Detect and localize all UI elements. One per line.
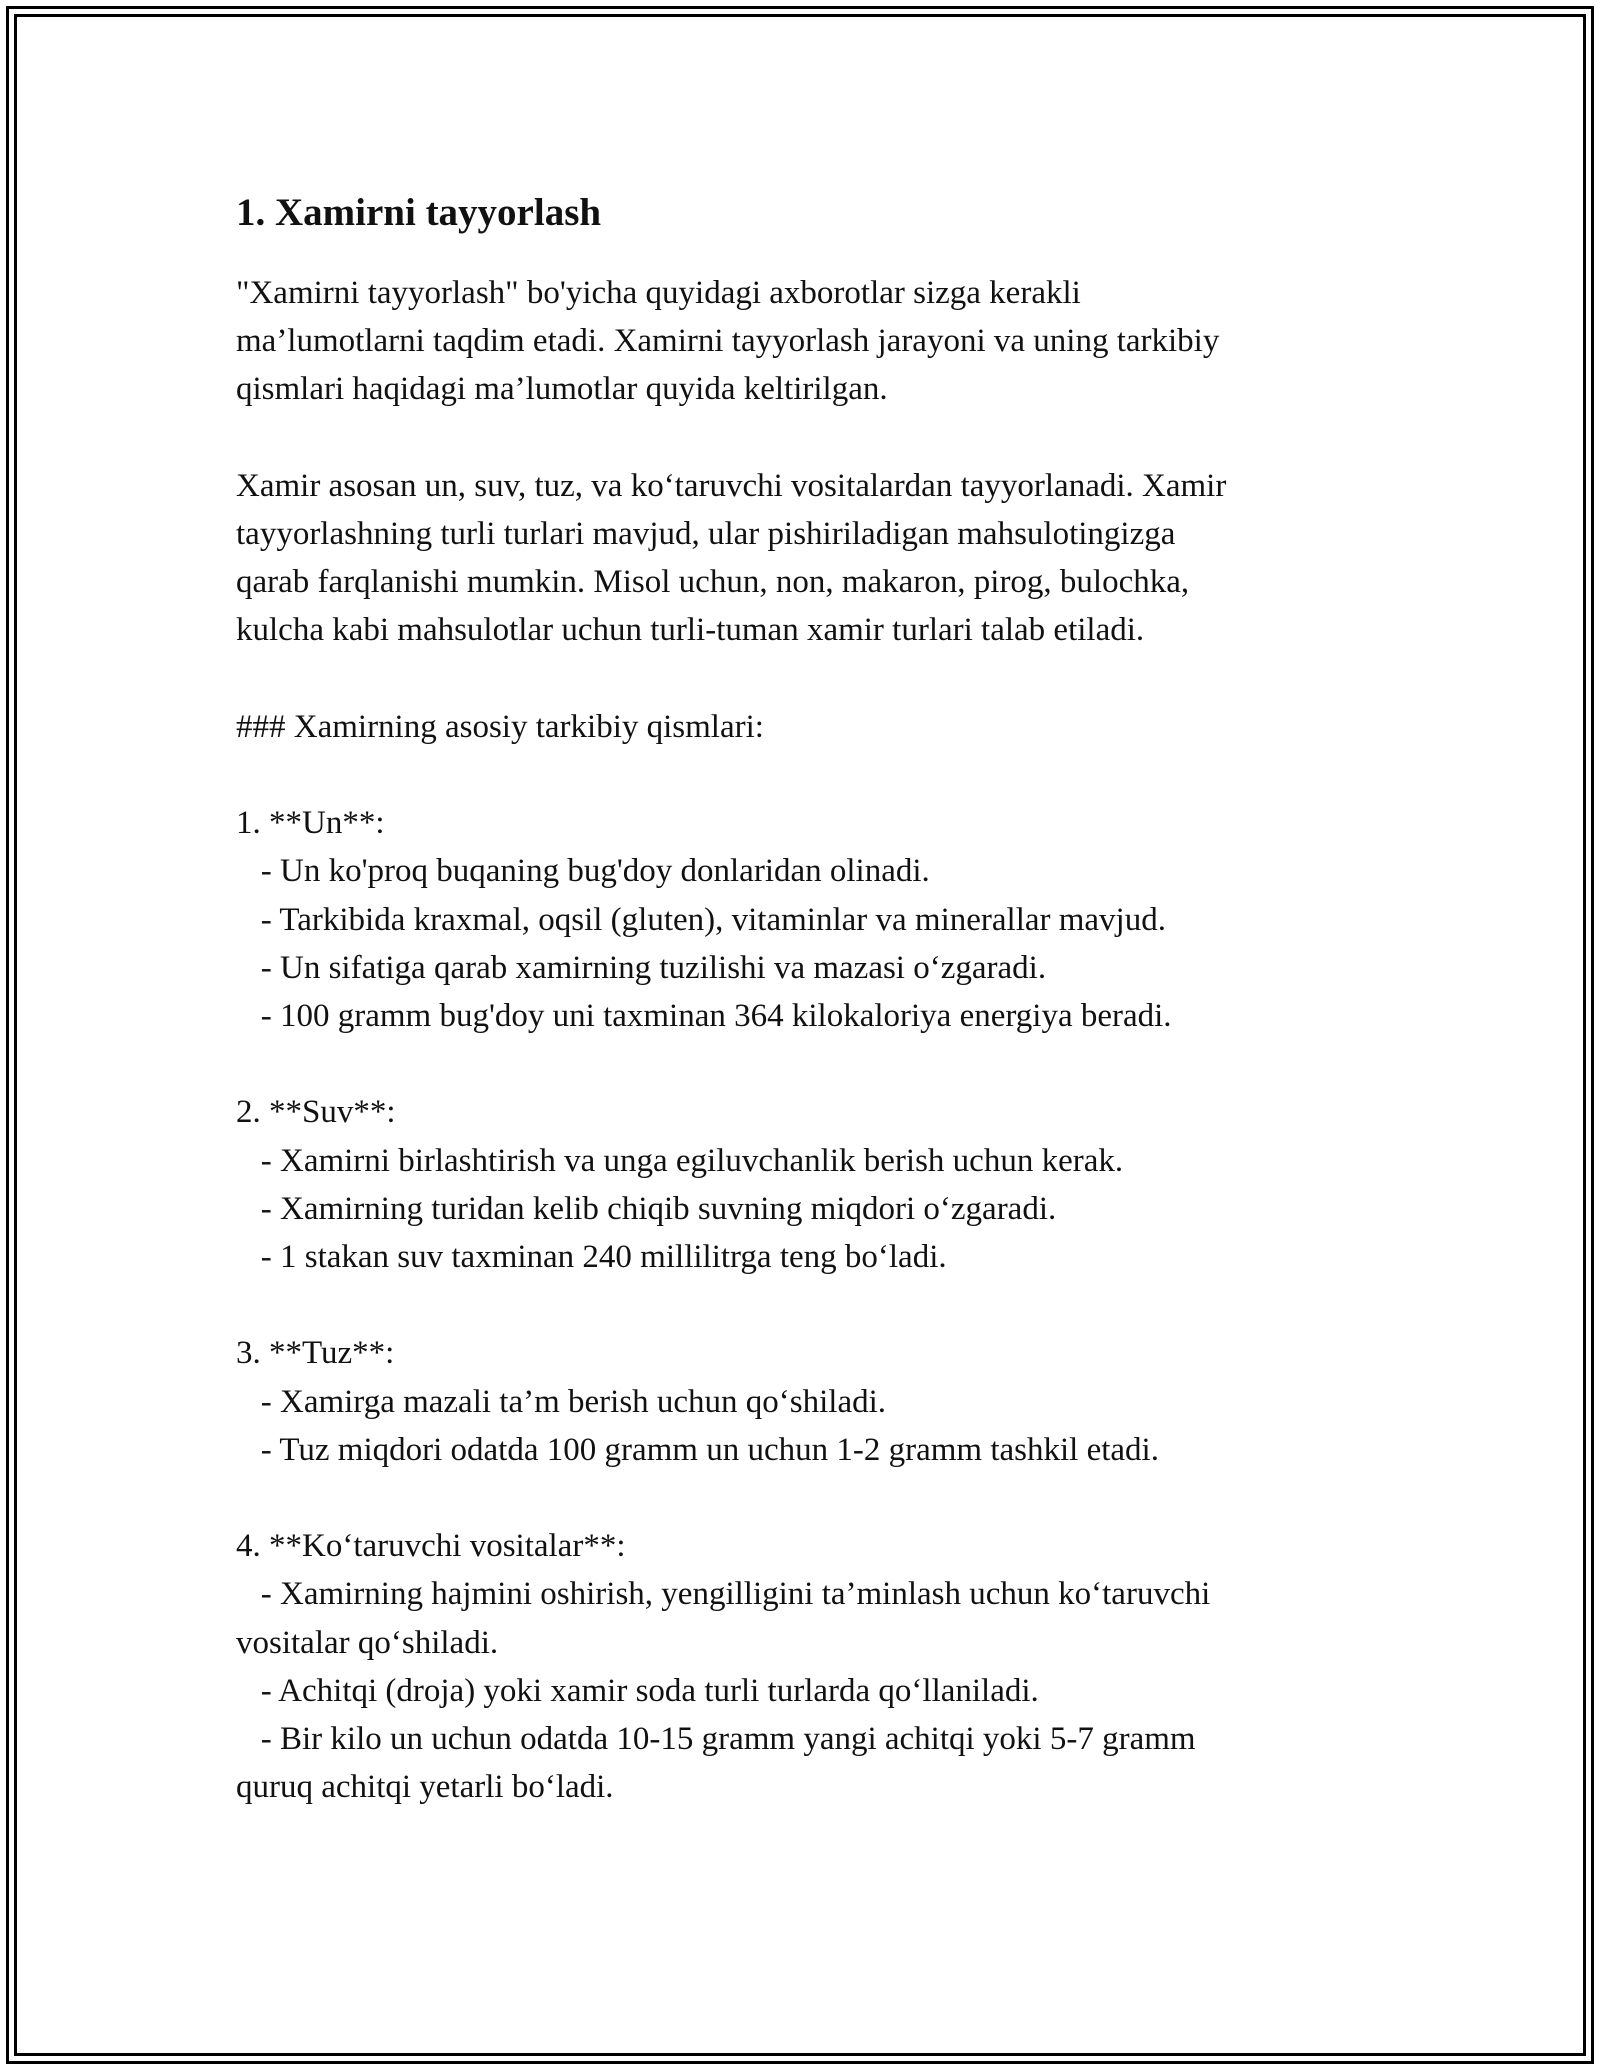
list-item-kotaruvchi: 4. **Koʻtaruvchi vositalar**: - Xamirning hajmini oshirish, yengilligini ta’minlash uchun koʻtaruvchi vositalar qoʻshiladi. - Achitqi (droja) yoki xamir soda turli turlarda qoʻllaniladi. - Bir kilo un uchun odatda 10-15 gramm yangi achitqi yoki 5-7 gramm quruq achitqi yetarli boʻladi. (236, 1528, 1211, 1806)
description-paragraph: Xamir asosan un, suv, tuz, va koʻtaruvchi vositalardan tayyorlanadi. Xamir tayyorlashning turli turlari mavjud, ular pishiriladigan mahsulotingizga qarab farqlanishi mumkin. Misol uchun, non, makaron, pirog, bulochka, kulcha kabi mahsulotlar uchun turli-tuman xamir turlari talab etiladi. (236, 467, 1227, 649)
section-heading: ### Xamirning asosiy tarkibiy qismlari: (236, 708, 764, 745)
intro-paragraph: "Xamirni tayyorlash" bo'yicha quyidagi axborotlar sizga kerakli ma’lumotlarni taqdim etadi. Xamirni tayyorlash jarayoni va uning tarkibiy qismlari haqidagi ma’lumotlar quyida keltirilgan. (236, 275, 1220, 408)
document-body (236, 186, 1366, 1811)
list-item-un: 1. **Un**: - Un ko'proq buqaning bug'doy donlaridan olinadi. - Tarkibida kraxmal, oqsil (gluten), vitaminlar va minerallar mavjud. - Un sifatiga qarab xamirning tuzilishi va mazasi oʻzgaradi. - 100 gramm bug'doy uni taxminan 364 kilokaloriya energiya beradi. (236, 805, 1172, 1034)
document-title: 1. Xamirni tayyorlash (236, 191, 602, 234)
list-item-tuz: 3. **Tuz**: - Xamirga mazali ta’m berish uchun qoʻshiladi. - Tuz miqdori odatda 100 gramm un uchun 1-2 gramm tashkil etadi. (236, 1335, 1159, 1468)
list-item-suv: 2. **Suv**: - Xamirni birlashtirish va unga egiluvchanlik berish uchun kerak. - Xamirning turidan kelib chiqib suvning miqdori oʻzgaradi. - 1 stakan suv taxminan 240 millilitrga teng boʻladi. (236, 1094, 1124, 1275)
